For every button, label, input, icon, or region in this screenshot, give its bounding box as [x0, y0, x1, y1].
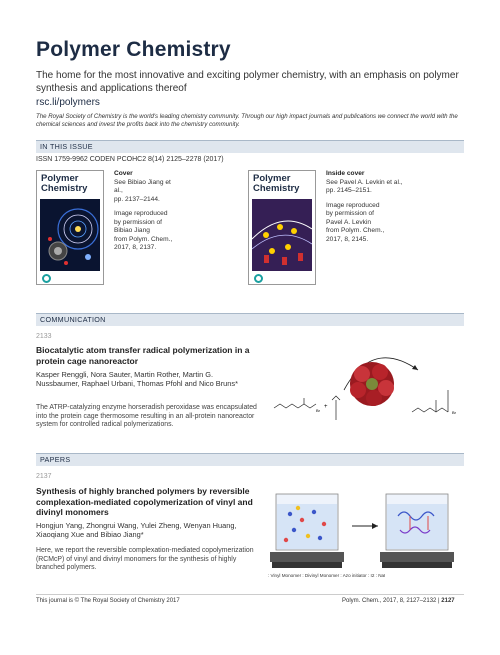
- cover-artwork-icon: [252, 199, 312, 271]
- cover-image-inside[interactable]: [248, 170, 316, 285]
- nanoreactor-scheme-icon: [272, 340, 467, 440]
- cover-masthead: Polymer Chemistry: [41, 173, 88, 194]
- scheme-legend: : Vinyl Monomer : Divinyl Monomer : Azo initiator : I2 : NaI: [268, 573, 386, 578]
- article-page-number: 2137: [36, 473, 52, 480]
- cover-masthead: Polymer Chemistry: [253, 173, 300, 194]
- cover-caption-inside: Inside cover See Pavel A. Levkin et al., pp. 2145–2151. Image reproduced by permission of Pavel A. Levkin from Polym. Chem., 2017, 8, 2145.: [326, 170, 403, 243]
- article-authors: Kasper Renggli, Nora Sauter, Martin Rother, Martin G. Nussbaumer, Raphael Urbani, Thomas Pfohl and Nico Bruns*: [36, 370, 238, 389]
- rsc-statement: The Royal Society of Chemistry is the world's leading chemistry community. Through our high impact journals and publications we connect the world with the chemical sciences and invest the profits back into the chemistry community.: [36, 113, 458, 128]
- footer-citation: Polym. Chem., 2017, 8, 2127–2132 | 2127: [342, 598, 455, 604]
- article-title[interactable]: Synthesis of highly branched polymers by reversible complexation-mediated copolymerization of vinyl and divinyl monomers: [36, 486, 253, 517]
- section-bar-papers: PAPERS: [36, 453, 464, 466]
- cover-caption-front: Cover See Bibiao Jiang et al., pp. 2137–2144. Image reproduced by permission of Bibiao Jiang from Polym. Chem., 2017, 8, 2137.: [114, 170, 173, 251]
- cover-artwork-icon: [40, 199, 100, 271]
- footer-divider: [36, 594, 464, 595]
- article-page-number: 2133: [36, 333, 52, 340]
- svg-text:+: +: [324, 404, 328, 410]
- article-title[interactable]: Biocatalytic atom transfer radical polymerization in a protein cage nanoreactor: [36, 345, 250, 366]
- rsc-logo-icon: [254, 274, 263, 283]
- footer-page-number: 2127: [441, 598, 455, 604]
- section-bar-in-this-issue: IN THIS ISSUE: [36, 140, 464, 153]
- cover-image-front[interactable]: [36, 170, 104, 285]
- svg-text:Br: Br: [316, 408, 320, 413]
- article-abstract: Here, we report the reversible complexation-mediated copolymerization (RCMcP) of vinyl and divinyl monomers for the synthesis of highly branched polymers.: [36, 547, 254, 572]
- journal-title: Polymer Chemistry: [36, 38, 231, 61]
- journal-url[interactable]: rsc.li/polymers: [36, 97, 100, 108]
- beaker-scheme-icon: [270, 480, 465, 572]
- section-bar-communication: COMMUNICATION: [36, 313, 464, 326]
- svg-text:Br: Br: [452, 410, 456, 415]
- article-abstract: The ATRP-catalyzing enzyme horseradish peroxidase was encapsulated into the protein cage thermosome resulting in an all-protein nanoreactor system for controlled radical polymerizations.: [36, 404, 257, 429]
- journal-tagline: The home for the most innovative and exciting polymer chemistry, with an emphasis on polymer synthesis and applications thereof: [36, 70, 459, 94]
- rsc-logo-icon: [42, 274, 51, 283]
- article-authors: Hongjun Yang, Zhongrui Wang, Yulei Zheng, Wenyan Huang, Xiaoqiang Xue and Bibiao Jiang*: [36, 521, 237, 540]
- footer-copyright: This journal is © The Royal Society of Chemistry 2017: [36, 598, 180, 604]
- issue-info: ISSN 1759-9962 CODEN PCOHC2 8(14) 2125–2278 (2017): [36, 156, 224, 163]
